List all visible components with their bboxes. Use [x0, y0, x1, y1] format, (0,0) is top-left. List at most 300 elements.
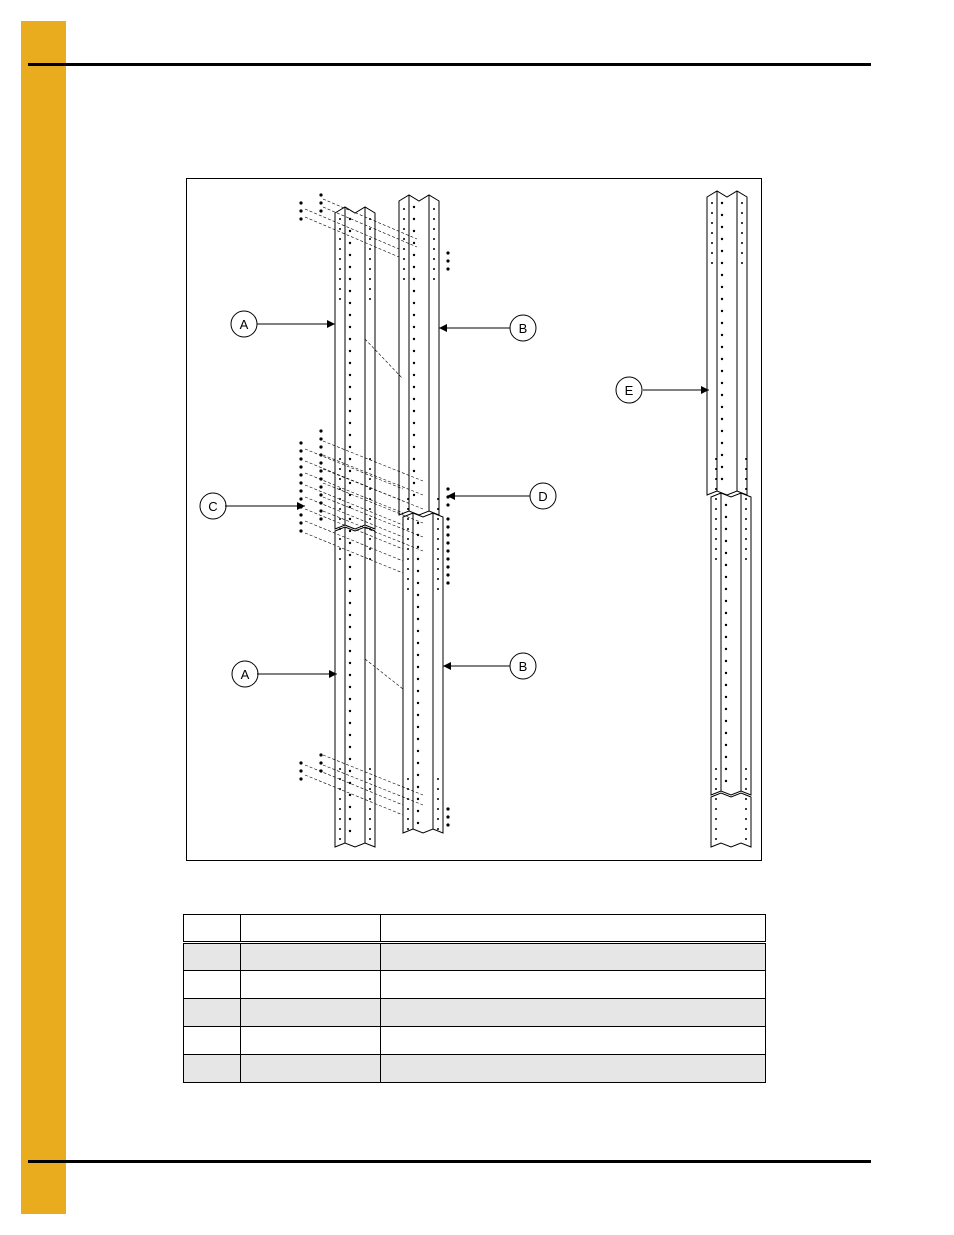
bolt-hole — [339, 798, 341, 800]
bolt-hole — [299, 217, 302, 220]
bolt-hole — [417, 786, 419, 788]
callout-c-label: C — [208, 499, 218, 514]
bolt-hole — [407, 798, 409, 800]
bolt-hole — [339, 488, 341, 490]
bolt-hole — [715, 518, 717, 520]
bolt-hole — [407, 588, 409, 590]
bolt-hole — [417, 714, 419, 716]
bolt-hole — [319, 761, 322, 764]
bolt-hole — [319, 461, 322, 464]
bolt-hole — [299, 481, 302, 484]
bolt-hole — [417, 630, 419, 632]
bolt-hole — [437, 808, 439, 810]
bolt-hole — [349, 578, 351, 580]
bolt-hole — [349, 326, 351, 328]
bolt-hole — [741, 222, 743, 224]
bolt-hole — [339, 778, 341, 780]
bolt-hole — [299, 505, 302, 508]
bolt-hole — [745, 838, 747, 840]
bolt-hole — [721, 430, 723, 432]
bolt-hole — [745, 488, 747, 490]
bolt-hole — [745, 788, 747, 790]
bolt-hole — [446, 267, 449, 270]
bolt-hole — [407, 808, 409, 810]
bolt-hole — [339, 278, 341, 280]
bolt-hole — [413, 290, 415, 292]
table-row — [184, 1027, 766, 1055]
bolt-hole — [715, 498, 717, 500]
bolt-hole — [319, 493, 322, 496]
header-description — [381, 915, 766, 943]
bolt-hole — [299, 761, 302, 764]
bolt-hole — [715, 788, 717, 790]
bolt-hole — [413, 362, 415, 364]
bolt-hole — [725, 636, 727, 638]
bolt-hole — [349, 590, 351, 592]
bolt-hole — [299, 521, 302, 524]
cell-ref — [184, 971, 241, 999]
bolt-hole — [725, 660, 727, 662]
bolt-hole — [417, 618, 419, 620]
bolt-hole — [721, 226, 723, 228]
bolt-hole — [745, 828, 747, 830]
bolt-hole — [413, 266, 415, 268]
bolt-hole — [349, 302, 351, 304]
bolt-hole — [446, 541, 449, 544]
bolt-hole — [319, 445, 322, 448]
assembly-diagram — [187, 179, 763, 862]
leader-arrowheads — [297, 320, 709, 678]
bolt-hole — [711, 262, 713, 264]
bolt-hole — [339, 838, 341, 840]
bolt-hole — [715, 838, 717, 840]
bolt-hole — [725, 756, 727, 758]
bolt-hole — [349, 314, 351, 316]
bolt-hole — [349, 434, 351, 436]
bolt-hole — [721, 394, 723, 396]
bolt-hole — [437, 798, 439, 800]
bolt-hole — [299, 489, 302, 492]
bolt-hole — [417, 594, 419, 596]
bolt-hole — [413, 350, 415, 352]
bolt-hole — [319, 201, 322, 204]
bolt-hole — [721, 358, 723, 360]
bolt-hole — [299, 201, 302, 204]
bolt-hole — [349, 494, 351, 496]
bolt-hole — [741, 262, 743, 264]
bolt-hole — [715, 508, 717, 510]
bolt-hole — [721, 322, 723, 324]
bolt-hole — [745, 798, 747, 800]
bolt-hole — [715, 488, 717, 490]
bolt-hole — [721, 406, 723, 408]
bolt-hole — [725, 564, 727, 566]
bolt-hole — [403, 278, 405, 280]
bolt-hole — [339, 478, 341, 480]
bolt-hole — [437, 538, 439, 540]
bolt-hole — [721, 454, 723, 456]
bolt-hole — [417, 666, 419, 668]
cell-description — [381, 999, 766, 1027]
bolt-hole — [299, 473, 302, 476]
bolt-hole — [407, 538, 409, 540]
bolt-hole — [437, 548, 439, 550]
bolt-hole — [721, 442, 723, 444]
callout-a-lower-label: A — [240, 667, 250, 682]
bolt-hole — [437, 778, 439, 780]
bolt-hole — [413, 206, 415, 208]
bolt-hole — [725, 768, 727, 770]
bolt-hole — [437, 518, 439, 520]
bolt-hole — [446, 251, 449, 254]
bolt-hole — [369, 478, 371, 480]
bolt-hole — [339, 258, 341, 260]
bolt-hole — [299, 769, 302, 772]
bolt-hole — [369, 828, 371, 830]
callout-d-label: D — [538, 489, 548, 504]
side-tab — [21, 21, 66, 1214]
bolt-hole — [369, 248, 371, 250]
bolt-hole — [437, 818, 439, 820]
callout-e-label: E — [624, 383, 634, 398]
bolt-hole — [349, 734, 351, 736]
bolt-hole — [725, 528, 727, 530]
bolt-hole — [417, 654, 419, 656]
bolt-hole — [437, 558, 439, 560]
bolt-hole — [721, 238, 723, 240]
bolt-hole — [339, 508, 341, 510]
bolt-hole — [715, 558, 717, 560]
bolt-hole — [369, 538, 371, 540]
bolt-hole — [349, 386, 351, 388]
bolt-hole — [446, 581, 449, 584]
bolt-hole — [369, 228, 371, 230]
bolt-hole — [339, 468, 341, 470]
bolt-hole — [349, 818, 351, 820]
bolt-hole — [349, 770, 351, 772]
bolt-hole — [349, 266, 351, 268]
bolt-hole — [725, 672, 727, 674]
bolt-hole — [437, 578, 439, 580]
bolt-hole — [417, 750, 419, 752]
bolt-hole — [349, 758, 351, 760]
bolt-hole — [745, 808, 747, 810]
bolt-hole — [407, 568, 409, 570]
bolt-hole — [369, 488, 371, 490]
bolt-hole — [349, 698, 351, 700]
bolt-hole — [319, 501, 322, 504]
bolt-hole — [715, 818, 717, 820]
bolt-hole — [339, 298, 341, 300]
bolt-hole — [413, 494, 415, 496]
bolt-hole — [413, 242, 415, 244]
cell-description — [381, 1027, 766, 1055]
bolt-hole — [369, 458, 371, 460]
bolt-hole — [745, 538, 747, 540]
footer-rule — [28, 1160, 871, 1163]
bolt-hole — [369, 268, 371, 270]
bolt-hole — [433, 218, 435, 220]
bolt-hole — [339, 788, 341, 790]
bolt-hole — [413, 422, 415, 424]
bolt-hole — [369, 508, 371, 510]
bolt-hole — [446, 807, 449, 810]
bolt-hole — [349, 362, 351, 364]
bolt-hole — [725, 516, 727, 518]
header-ref — [184, 915, 241, 943]
bolt-hole — [349, 746, 351, 748]
bolt-hole — [349, 554, 351, 556]
bolt-hole — [446, 823, 449, 826]
bolt-hole — [417, 810, 419, 812]
bolt-hole — [349, 422, 351, 424]
bolt-hole — [349, 230, 351, 232]
bolt-hole — [433, 228, 435, 230]
bolt-alignment-lines — [305, 199, 423, 815]
bolt-hole — [349, 542, 351, 544]
bolt-hole — [417, 678, 419, 680]
bolt-hole — [299, 449, 302, 452]
bolt-hole — [349, 710, 351, 712]
header-part-number — [241, 915, 381, 943]
bolt-hole — [711, 232, 713, 234]
bolt-hole — [413, 434, 415, 436]
bolt-hole — [413, 374, 415, 376]
bolt-hole — [721, 274, 723, 276]
bolt-hole — [417, 690, 419, 692]
bolt-hole — [403, 248, 405, 250]
bolt-hole — [437, 498, 439, 500]
bolt-hole — [407, 558, 409, 560]
bolt-hole — [446, 259, 449, 262]
bolt-hole — [413, 326, 415, 328]
cell-ref — [184, 999, 241, 1027]
bolt-hole — [725, 708, 727, 710]
bolt-hole — [299, 777, 302, 780]
bolt-hole — [745, 558, 747, 560]
bolt-hole — [407, 508, 409, 510]
bolt-hole — [349, 614, 351, 616]
bolt-hole — [417, 702, 419, 704]
bolt-hole — [715, 548, 717, 550]
bolt-hole — [349, 470, 351, 472]
bolt-hole — [349, 410, 351, 412]
bolt-hole — [446, 565, 449, 568]
bolt-hole — [339, 548, 341, 550]
bolt-hole — [446, 549, 449, 552]
bolt-hole — [339, 808, 341, 810]
bolt-hole — [349, 794, 351, 796]
bolt-hole — [446, 573, 449, 576]
bolt-hole — [715, 808, 717, 810]
bolt-hole — [407, 788, 409, 790]
bolt-hole — [711, 212, 713, 214]
bolt-hole — [349, 398, 351, 400]
bolt-hole — [339, 528, 341, 530]
bolt-hole — [745, 498, 747, 500]
bolt-hole — [349, 830, 351, 832]
bolt-hole — [741, 202, 743, 204]
bolt-hole — [725, 552, 727, 554]
bolt-hole — [745, 548, 747, 550]
bolt-hole — [721, 310, 723, 312]
bolt-hole — [319, 429, 322, 432]
bolt-hole — [369, 258, 371, 260]
cell-ref — [184, 1055, 241, 1083]
bolt-hole — [721, 250, 723, 252]
bolt-hole — [319, 485, 322, 488]
bolt-hole — [413, 254, 415, 256]
bolt-hole — [349, 686, 351, 688]
bolt-hole — [407, 818, 409, 820]
bolt-hole — [413, 386, 415, 388]
bolt-hole — [417, 798, 419, 800]
bolt-hole — [446, 557, 449, 560]
bolt-hole — [319, 209, 322, 212]
bolt-hole — [407, 828, 409, 830]
cell-part-number — [241, 943, 381, 971]
bolt-hole — [369, 238, 371, 240]
bolt-hole — [413, 398, 415, 400]
bolt-hole — [433, 248, 435, 250]
bolt-hole — [413, 446, 415, 448]
bolt-hole — [349, 374, 351, 376]
bolt-hole — [741, 242, 743, 244]
bolt-hole — [403, 258, 405, 260]
bolt-hole — [446, 525, 449, 528]
bolt-hole — [437, 508, 439, 510]
bolt-hole — [413, 218, 415, 220]
table-row — [184, 943, 766, 971]
bolt-hole — [413, 338, 415, 340]
bolt-hole — [417, 762, 419, 764]
bolt-hole — [369, 498, 371, 500]
bolt-hole — [437, 788, 439, 790]
bolt-hole — [349, 674, 351, 676]
cell-part-number — [241, 1027, 381, 1055]
bolt-hole — [349, 338, 351, 340]
bolt-hole — [711, 242, 713, 244]
bolt-hole — [745, 468, 747, 470]
bolt-hole — [349, 530, 351, 532]
assembly-figure — [186, 178, 762, 861]
stiffener-b-column — [399, 195, 443, 833]
bolt-hole — [319, 517, 322, 520]
bolt-hole — [369, 298, 371, 300]
bolt-hole — [369, 778, 371, 780]
bolt-hole — [721, 286, 723, 288]
bolt-hole — [369, 278, 371, 280]
bolt-hole — [417, 582, 419, 584]
bolt-hole — [407, 778, 409, 780]
bolt-hole — [349, 722, 351, 724]
bolt-hole — [349, 350, 351, 352]
bolt-hole — [417, 570, 419, 572]
callout-a-upper-label: A — [239, 317, 249, 332]
bolt-hole — [715, 458, 717, 460]
bolt-hole — [319, 769, 322, 772]
bolt-hole — [433, 238, 435, 240]
bolt-hole — [403, 228, 405, 230]
bolt-hole — [349, 638, 351, 640]
bolt-hole — [319, 453, 322, 456]
bolt-hole — [299, 513, 302, 516]
bolt-hole — [299, 209, 302, 212]
bolt-hole — [446, 495, 449, 498]
bolt-hole — [413, 458, 415, 460]
bolt-hole — [711, 222, 713, 224]
cell-ref — [184, 943, 241, 971]
bolt-hole — [369, 518, 371, 520]
bolt-hole — [433, 278, 435, 280]
bolt-hole — [349, 458, 351, 460]
bolt-hole — [725, 504, 727, 506]
bolt-hole — [349, 566, 351, 568]
bolt-hole — [413, 278, 415, 280]
bolt-hole — [711, 252, 713, 254]
callout-leaders — [225, 324, 709, 674]
bolt-hole — [725, 600, 727, 602]
bolt-hole — [349, 806, 351, 808]
bolt-hole — [725, 780, 727, 782]
bolt-hole — [369, 548, 371, 550]
bolt-holes — [299, 193, 747, 840]
bolt-hole — [413, 302, 415, 304]
bolt-hole — [339, 828, 341, 830]
bolt-hole — [369, 798, 371, 800]
bolt-hole — [349, 506, 351, 508]
callout-b-lower-label: B — [518, 659, 528, 674]
bolt-hole — [417, 558, 419, 560]
bolt-hole — [745, 458, 747, 460]
bolt-hole — [745, 508, 747, 510]
bolt-hole — [349, 254, 351, 256]
bolt-hole — [299, 529, 302, 532]
bolt-hole — [319, 477, 322, 480]
bolt-hole — [446, 487, 449, 490]
bolt-hole — [446, 815, 449, 818]
bolt-hole — [349, 518, 351, 520]
bolt-hole — [369, 818, 371, 820]
bolt-hole — [725, 696, 727, 698]
bolt-hole — [407, 528, 409, 530]
bolt-hole — [725, 624, 727, 626]
bolt-hole — [413, 482, 415, 484]
bolt-hole — [721, 298, 723, 300]
bolt-hole — [741, 212, 743, 214]
bolt-hole — [349, 662, 351, 664]
bolt-hole — [711, 202, 713, 204]
table-row — [184, 1055, 766, 1083]
bolt-hole — [721, 346, 723, 348]
bolt-hole — [349, 602, 351, 604]
cell-ref — [184, 1027, 241, 1055]
bolt-hole — [369, 838, 371, 840]
bolt-hole — [417, 522, 419, 524]
bolt-hole — [446, 517, 449, 520]
bolt-hole — [437, 588, 439, 590]
bolt-hole — [339, 238, 341, 240]
bolt-hole — [433, 258, 435, 260]
bolt-hole — [299, 465, 302, 468]
bolt-hole — [725, 648, 727, 650]
bolt-hole — [319, 753, 322, 756]
bolt-hole — [745, 768, 747, 770]
bolt-hole — [369, 788, 371, 790]
bolt-hole — [413, 470, 415, 472]
bolt-hole — [339, 218, 341, 220]
bolt-hole — [339, 518, 341, 520]
